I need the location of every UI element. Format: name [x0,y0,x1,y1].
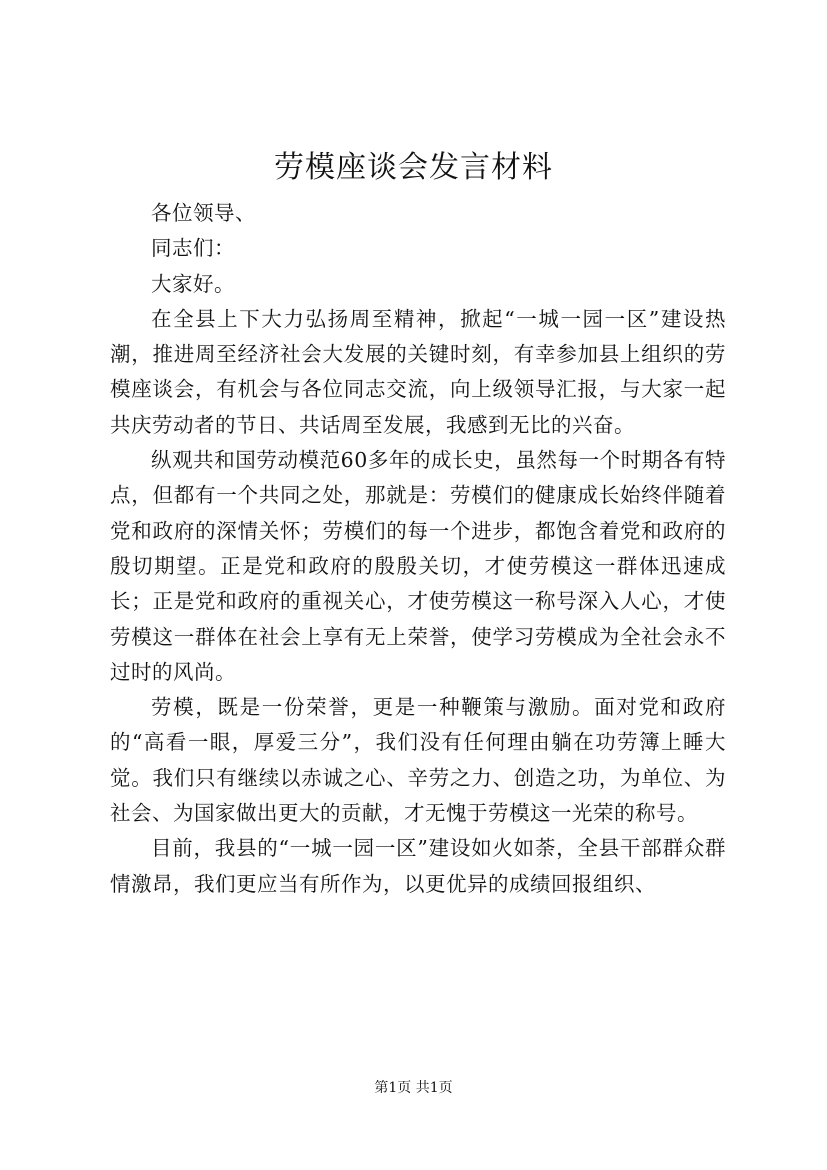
paragraph: 劳模，既是一份荣誉，更是一种鞭策与激励。面对党和政府的“高看一眼，厚爱三分”，我们没有任何理由躺在功劳簿上睡大觉。我们只有继续以赤诚之心、辛劳之力、创造之功，为单位、为社会、为国家做出更大的贡献，才无愧于劳模这一光荣的称号。 [110,695,726,826]
document-title: 劳模座谈会发言材料 [274,150,553,185]
salutation-leaders: 各位领导、 [151,201,256,225]
document-body [110,196,726,902]
paragraph: 纵观共和国劳动模范60多年的成长史，虽然每一个时期各有特点，但都有一个共同之处，那就是：劳模们的健康成长始终伴随着党和政府的深情关怀；劳模们的每一个进步，都饱含着党和政府的殷切期望。正是党和政府的殷殷关切，才使劳模这一群体迅速成长；正是党和政府的重视关心，才使劳模这一称号深入人心，才使劳模这一群体在社会上享有无上荣誉，使学习劳模成为全社会永不过时的风尚。 [110,448,726,684]
paragraph: 在全县上下大力弘扬周至精神，掀起“一城一园一区”建设热潮，推进周至经济社会大发展的关键时刻，有幸参加县上组织的劳模座谈会，有机会与各位同志交流，向上级领导汇报，与大家一起共庆劳动者的节日、共话周至发展，我感到无比的兴奋。 [110,306,726,437]
salutation-comrades: 同志们： [151,236,235,261]
page-footer: 第1页 共1页 [374,1080,453,1096]
greeting: 大家好。 [151,271,235,296]
paragraph: 目前，我县的“一城一园一区”建设如火如荼，全县干部群众群情激昂，我们更应当有所作为，以更优异的成绩回报组织、 [110,836,726,896]
